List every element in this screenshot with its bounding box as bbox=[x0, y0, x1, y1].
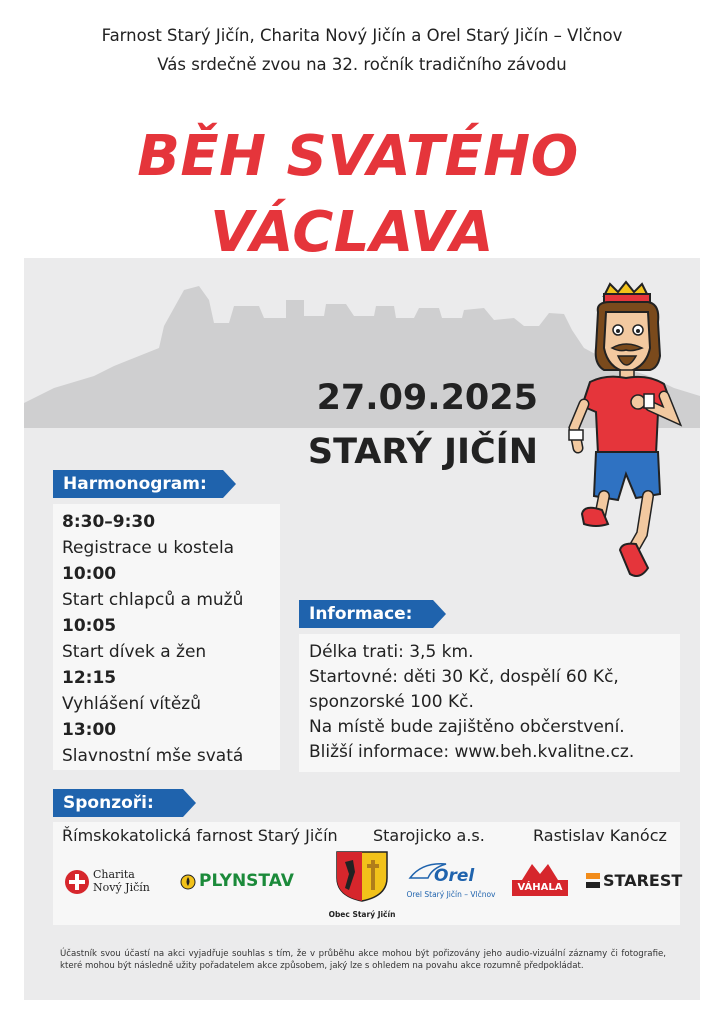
obec-text: Obec Starý Jičín bbox=[328, 910, 396, 919]
disclaimer-text: Účastník svou účastí na akci vyjadřuje souhlas s tím, že v průběhu akce mohou být pořizovány jeho audio-vizuální záznamy či fotografie, které mohou být následně užity pořadatelem akce způsobem, jaký lze s ohledem na povahu akce rozumně předpokládat. bbox=[60, 949, 666, 971]
sponzori-heading-label: Sponzoři: bbox=[63, 793, 154, 813]
intro-line-2: Vás srdečně zvou na 32. ročník tradičního závodu bbox=[157, 55, 567, 74]
info-line: Startovné: děti 30 Kč, dospělí 60 Kč, bbox=[309, 667, 619, 687]
harmonogram-heading-label: Harmonogram: bbox=[63, 474, 207, 494]
informace-box bbox=[299, 634, 680, 772]
intro-line-1: Farnost Starý Jičín, Charita Nový Jičín a Orel Starý Jičín – Vlčnov bbox=[101, 26, 623, 45]
event-place: STARÝ JIČÍN bbox=[307, 432, 538, 472]
coat-of-arms-icon bbox=[335, 850, 389, 902]
schedule-time: 13:00 bbox=[62, 720, 117, 740]
schedule-label: Registrace u kostela bbox=[62, 538, 235, 558]
schedule-label: Vyhlášení vítězů bbox=[62, 694, 201, 714]
orel-logo bbox=[396, 860, 506, 902]
vahala-logo bbox=[512, 860, 568, 900]
charita-line-1: Charita bbox=[93, 868, 135, 881]
event-title-line-2: VÁCLAVA bbox=[210, 200, 494, 265]
charita-line-2: Nový Jičín bbox=[93, 881, 150, 894]
flame-icon bbox=[180, 874, 196, 890]
sponsor-name: Římskokatolická farnost Starý Jičín bbox=[62, 826, 338, 845]
orel-text: Orel bbox=[434, 866, 475, 886]
event-title-line-1: BĚH SVATÉHO bbox=[137, 124, 579, 189]
info-line: Délka trati: 3,5 km. bbox=[309, 642, 474, 662]
sponsor-name: Starojicko a.s. bbox=[373, 826, 485, 845]
vahala-text: VÁHALA bbox=[512, 880, 568, 896]
schedule-label: Start dívek a žen bbox=[62, 642, 207, 662]
schedule-time: 12:15 bbox=[62, 668, 117, 688]
schedule-time: 8:30–9:30 bbox=[62, 512, 156, 532]
schedule-label: Start chlapců a mužů bbox=[62, 590, 244, 610]
schedule-label: Slavnostní mše svatá bbox=[62, 746, 244, 766]
plynstav-text: PLYNSTAV bbox=[199, 871, 294, 891]
sponsor-name: Rastislav Kanócz bbox=[533, 826, 667, 845]
orel-subtext: Orel Starý Jičín – Vlčnov bbox=[406, 890, 496, 899]
runner-mascot bbox=[560, 278, 700, 590]
informace-heading-label: Informace: bbox=[309, 604, 413, 624]
schedule-time: 10:00 bbox=[62, 564, 117, 584]
informace-heading bbox=[299, 600, 433, 628]
harmonogram-heading bbox=[53, 470, 223, 498]
info-line: sponzorské 100 Kč. bbox=[309, 692, 474, 712]
info-line: Bližší informace: www.beh.kvalitne.cz. bbox=[309, 742, 635, 762]
harmonogram-box bbox=[53, 504, 280, 770]
charita-cross-icon bbox=[64, 869, 90, 895]
starest-text: STAREST bbox=[603, 871, 683, 890]
obec-logo bbox=[330, 850, 394, 924]
schedule-time: 10:05 bbox=[62, 616, 117, 636]
info-line: Na místě bude zajištěno občerstvení. bbox=[309, 717, 625, 737]
charita-logo bbox=[64, 866, 164, 900]
sponzori-heading bbox=[53, 789, 183, 817]
vahala-mark-icon bbox=[512, 860, 568, 882]
starest-mark-icon bbox=[586, 873, 600, 889]
event-date: 27.09.2025 bbox=[316, 378, 538, 418]
